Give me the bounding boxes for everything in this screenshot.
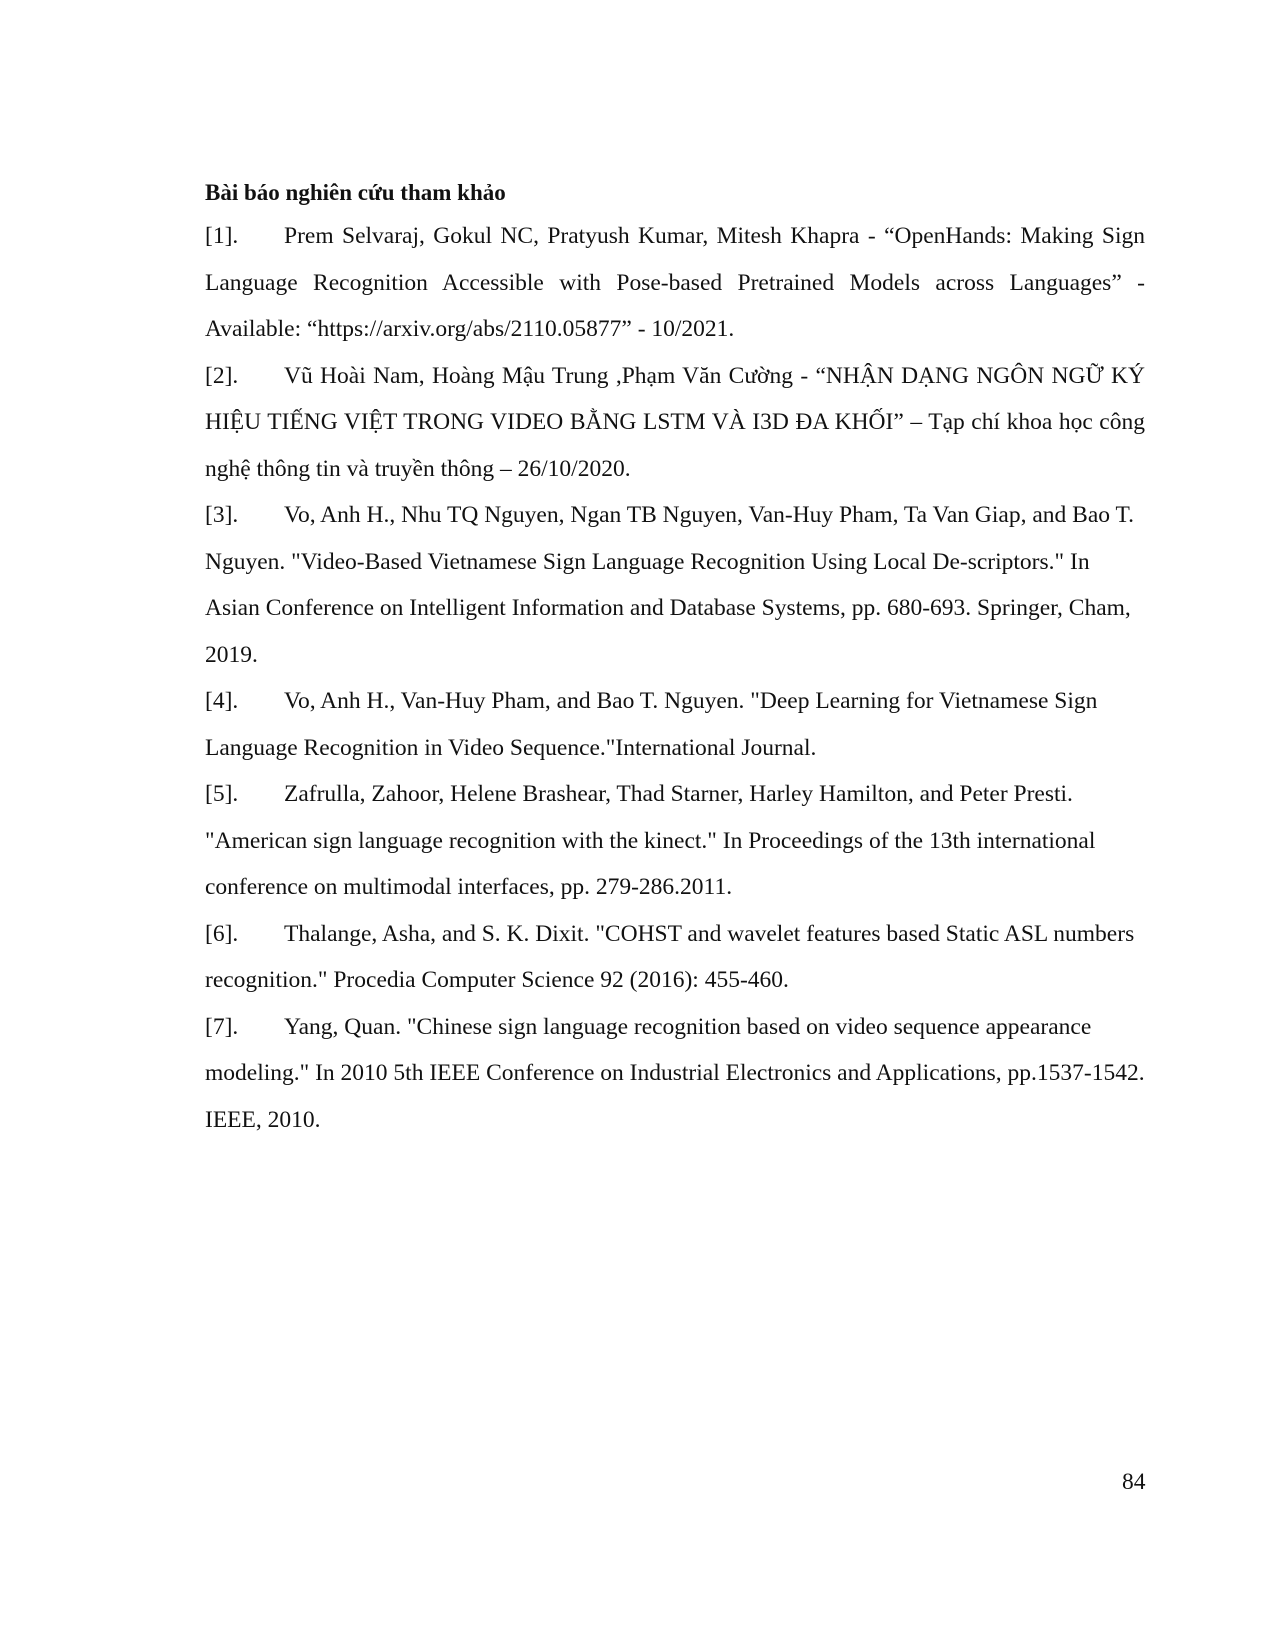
- reference-label: [4].: [205, 688, 239, 714]
- reference-list: [205, 213, 1145, 1143]
- reference-text: Prem Selvaraj, Gokul NC, Pratyush Kumar, Mitesh Khapra - “OpenHands: Making Sign Language Recognition Accessible with Pose-based Pretrained Models across Languages” - Available: “https://arxiv.org/abs/2110.05877” - 10/2021.: [205, 223, 1145, 342]
- reference-text: Thalange, Asha, and S. K. Dixit. "COHST and wavelet features based Static ASL numbers recognition." Procedia Computer Science 92 (2016): 455-460.: [205, 920, 1135, 993]
- reference-label: [1].: [205, 223, 239, 249]
- reference-item-7: [205, 1004, 1145, 1144]
- reference-label: [7].: [205, 1013, 239, 1040]
- reference-label: [2].: [205, 362, 239, 389]
- reference-text: Zafrulla, Zahoor, Helene Brashear, Thad Starner, Harley Hamilton, and Peter Presti. "American sign language recognition with the kinect." In Proceedings of the 13th international conference on multimodal interfaces, pp. 279-286.2011.: [205, 781, 1096, 900]
- reference-text: Yang, Quan. "Chinese sign language recognition based on video sequence appearance modeling." In 2010 5th IEEE Conference on Industrial Electronics and Applications, pp.1537-1542. IEEE, 2010.: [205, 1013, 1145, 1133]
- reference-text: Vũ Hoài Nam, Hoàng Mậu Trung ,Phạm Văn Cường - “NHẬN DẠNG NGÔN NGỮ KÝ HIỆU TIẾNG VIỆT TRONG VIDEO BẰNG LSTM VÀ I3D ĐA KHỐI” – Tạp chí khoa học công nghệ thông tin và truyền thông – 26/10/2020.: [205, 362, 1145, 482]
- reference-item-3: [205, 492, 1145, 678]
- reference-item-6: [205, 911, 1145, 1004]
- reference-item-1: [205, 213, 1145, 353]
- reference-item-5: [205, 771, 1145, 911]
- reference-text: Vo, Anh H., Nhu TQ Nguyen, Ngan TB Nguyen, Van-Huy Pham, Ta Van Giap, and Bao T. Nguyen. "Video-Based Vietnamese Sign Language Recognition Using Local De-scriptors." In Asian Conference on Intelligent Information and Database Systems, pp. 680-693. Springer, Cham, 2019.: [205, 502, 1134, 668]
- page-number: 84: [1122, 1469, 1146, 1495]
- reference-label: [6].: [205, 920, 239, 947]
- reference-item-2: [205, 353, 1145, 493]
- reference-label: [5].: [205, 781, 239, 807]
- reference-item-4: [205, 678, 1145, 771]
- reference-text: Vo, Anh H., Van-Huy Pham, and Bao T. Nguyen. "Deep Learning for Vietnamese Sign Language Recognition in Video Sequence."International Journal.: [205, 688, 1098, 761]
- reference-label: [3].: [205, 502, 239, 528]
- section-title: Bài báo nghiên cứu tham khảo: [205, 180, 506, 205]
